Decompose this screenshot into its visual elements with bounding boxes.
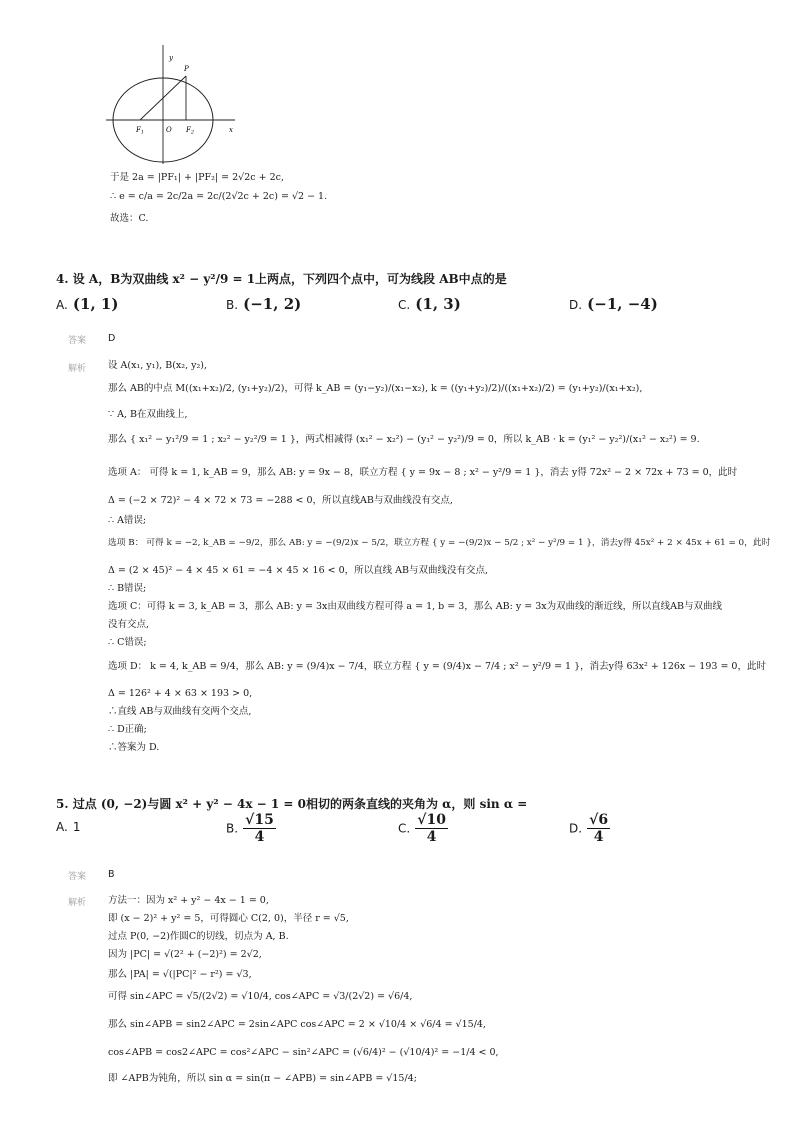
q5-line-7: 那么 sin∠APB = sin2∠APC = 2sin∠APC cos∠APC = 2 × √10/4 × √6/4 = √15/4, [108,1019,486,1030]
q4-line-11: 选项 C：可得 k = 3, k_AB = 3，那么 AB: y = 3x由双曲线方程可得 a = 1, b = 3，那么 AB: y = 3x为双曲线的渐近线，所以直线AB与双曲线 [108,601,722,612]
q4-line-13: ∴ C错误; [108,637,147,648]
q4-stem: 4. 设 A，B为双曲线 x² − y²/9 = 1上两点，下列四个点中，可为线段 AB中点的是 [56,272,507,286]
q4-option-a: A. (1, 1) [56,295,119,313]
q4-line-10: ∴ B错误; [108,583,147,594]
q5-line-1: 方法一：因为 x² + y² − 4x − 1 = 0, [108,895,269,906]
label-o: O [166,126,172,134]
label-f2: $F_2$ [186,126,195,136]
q5-line-8: cos∠APB = cos2∠APC = cos²∠APC − sin²∠APC = (√6/4)² − (√10/4)² = −1/4 < 0, [108,1047,499,1058]
q4-line-18: ∴答案为 D. [108,742,160,753]
q4-line-7: ∴ A错误; [108,515,147,526]
q3-line-2: ∴ e = c/a = 2c/2a = 2c/(2√2c + 2c) = √2 − 1. [110,191,328,202]
q3-line-1: 于是 2a = |PF₁| + |PF₂| = 2√2c + 2c, [110,172,284,183]
q4-line-6: Δ = (−2 × 72)² − 4 × 72 × 73 = −288 < 0，所以直线AB与双曲线没有交点, [108,495,453,506]
q4-analysis-label: 解析 [68,364,87,374]
q5-line-4: 因为 |PC| = √(2² + (−2)²) = 2√2, [108,949,262,960]
q4-line-3: ∵ A, B在双曲线上, [108,409,188,420]
q5-answer: B [108,869,115,880]
q4-line-8: 选项 B： 可得 k = −2, k_AB = −9/2，那么 AB: y = −(9/2)x − 5/2，联立方程 { y = −(9/2)x − 5/2 ; x² − y²/9 = 1 }，消去y得 45x² + 2 × 45x + 61 = 0，此时 [108,538,771,548]
q5-line-5: 那么 |PA| = √(|PC|² − r²) = √3, [108,969,252,980]
q4-line-4: 那么 { x₁² − y₁²/9 = 1 ; x₂² − y₂²/9 = 1 }，两式相减得 (x₁² − x₂²) − (y₁² − y₂²)/9 = 0，所以 k_AB · k = (y₁² − y₂²)/(x₁² − x₂²) = 9. [108,434,700,445]
q4-option-c: C. (1, 3) [398,295,461,313]
q5-option-d: D. $\frac{√6}{4}$ [569,812,609,845]
label-p: P [184,65,189,73]
q4-line-16: ∴直线 AB与双曲线有交两个交点, [108,706,252,717]
q4-line-5: 选项 A： 可得 k = 1, k_AB = 9，那么 AB: y = 9x − 8，联立方程 { y = 9x − 8 ; x² − y²/9 = 1 }，消去 y得 72x² − 2 × 72x + 73 = 0，此时 [108,467,738,478]
q5-stem: 5. 过点 (0, −2)与圆 x² + y² − 4x − 1 = 0相切的两条直线的夹角为 α，则 sin α = [56,797,528,811]
q4-line-2: 那么 AB的中点 M((x₁+x₂)/2, (y₁+y₂)/2)，可得 k_AB = (y₁−y₂)/(x₁−x₂), k = ((y₁+y₂)/2)/((x₁+x₂)/2) = (y₁+y₂)/(x₁+x₂), [108,383,643,394]
label-x: x [229,126,233,134]
q4-answer: D [108,333,116,344]
q4-line-15: Δ = 126² + 4 × 63 × 193 > 0, [108,688,253,699]
q5-line-2: 即 (x − 2)² + y² = 5，可得圆心 C(2, 0)，半径 r = √5, [108,913,349,924]
q3-line-3: 故选：C. [110,213,149,224]
q4-line-1: 设 A(x₁, y₁), B(x₂, y₂), [108,360,208,371]
label-y: y [169,54,173,62]
q4-line-12: 没有交点, [108,619,150,630]
q5-option-a: A. 1 [56,820,81,834]
q5-answer-label: 答案 [68,872,87,882]
q4-line-9: Δ = (2 × 45)² − 4 × 45 × 61 = −4 × 45 × 16 < 0，所以直线 AB与双曲线没有交点, [108,565,489,576]
q4-line-14: 选项 D： k = 4, k_AB = 9/4，那么 AB: y = (9/4)x − 7/4，联立方程 { y = (9/4)x − 7/4 ; x² − y²/9 = 1 }，消去y得 63x² + 126x − 193 = 0，此时 [108,661,766,672]
q4-option-d: D. (−1, −4) [569,295,658,313]
q5-line-6: 可得 sin∠APC = √5/(2√2) = √10/4, cos∠APC = √3/(2√2) = √6/4, [108,991,413,1002]
q4-answer-label: 答案 [68,336,87,346]
label-f1: $F_1$ [136,126,145,136]
ellipse-figure [100,40,250,170]
q5-option-b: B. $\frac{√15}{4}$ [226,812,274,845]
q5-line-9: 即 ∠APB为钝角，所以 sin α = sin(π − ∠APB) = sin∠APB = √15/4; [108,1073,417,1084]
q5-option-c: C. $\frac{√10}{4}$ [398,812,446,845]
q4-option-b: B. (−1, 2) [226,295,302,313]
q5-analysis-label: 解析 [68,898,87,908]
q4-line-17: ∴ D正确; [108,724,147,735]
q5-line-3: 过点 P(0, −2)作圆C的切线，切点为 A, B. [108,931,289,942]
